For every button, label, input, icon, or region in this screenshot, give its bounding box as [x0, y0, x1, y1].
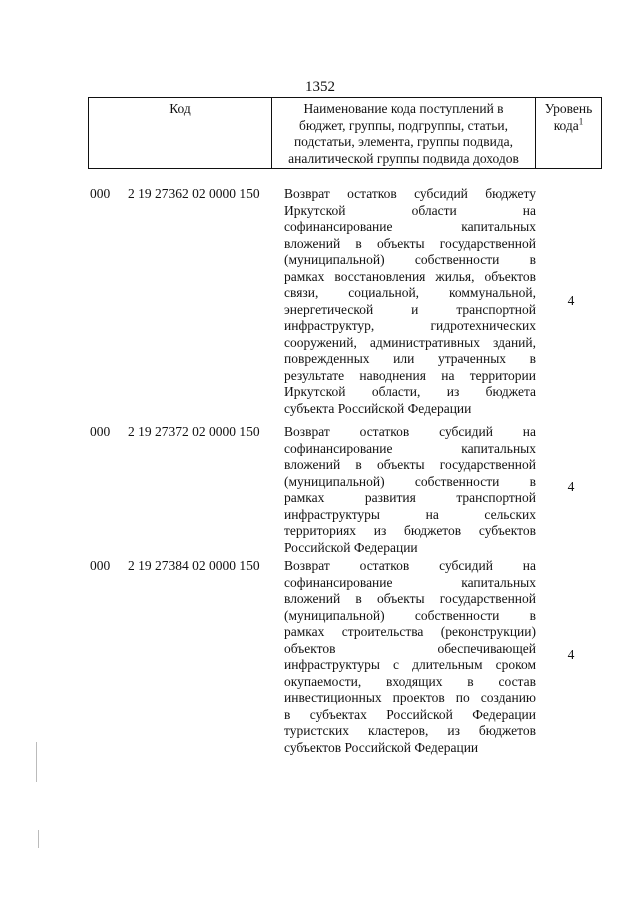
- description-line: поврежденных или утраченных в: [284, 351, 536, 366]
- admin-code: 000: [90, 558, 111, 573]
- description-line: инфраструктуры на сельских: [284, 506, 536, 522]
- description-line: Возврат остатков субсидий на: [284, 558, 536, 573]
- description-line: объектов обеспечивающей: [284, 640, 536, 656]
- description-line: субъекта Российской Федерации: [284, 400, 472, 416]
- revenue-code: 2 19 27384 02 0000 150: [128, 558, 260, 573]
- header-code-label: Код: [169, 101, 191, 116]
- description-line: результате наводнения на территории: [284, 367, 536, 383]
- description-line: вложений в объекты государственной: [284, 591, 536, 606]
- description-line: Возврат остатков субсидий на: [284, 424, 536, 439]
- description-line: (муниципальной) собственности в: [284, 607, 536, 623]
- description-line: сооружений, административных зданий,: [284, 334, 536, 350]
- description-line: вложений в объекты государственной: [284, 457, 536, 472]
- header-code-cell: [89, 98, 272, 168]
- description-line: рамках восстановления жилья, объектов: [284, 268, 536, 284]
- admin-code: 000: [90, 186, 111, 201]
- header-level-label: Уровень: [544, 101, 593, 116]
- description-line: Иркутской области на: [284, 202, 536, 218]
- description-line: инфраструктуры с длительным сроком: [284, 657, 536, 672]
- table-header: [88, 97, 602, 169]
- description-line: софинансирование капитальных: [284, 574, 536, 590]
- description-line: инвестиционных проектов по созданию: [284, 690, 536, 705]
- header-name-line: аналитической группы подвида доходов: [288, 150, 519, 166]
- description-line: энергетической и транспортной: [284, 301, 536, 317]
- description-line: окупаемости, входящих в состав: [284, 673, 536, 689]
- description-line: софинансирование капитальных: [284, 440, 536, 456]
- description-line: связи, социальной, коммунальной,: [284, 285, 536, 300]
- header-level-line2: [536, 118, 601, 135]
- header-level-word: кода: [553, 117, 579, 133]
- description-line: территориях из бюджетов субъектов: [284, 523, 536, 538]
- description-line: Иркутской области, из бюджета: [284, 384, 536, 399]
- description-line: рамках строительства (реконструкции): [284, 624, 536, 639]
- description-line: софинансирование капитальных: [284, 219, 536, 234]
- table-row: [88, 424, 602, 558]
- description-line: инфраструктур, гидротехнических: [284, 318, 536, 333]
- description-line: в субъектах Российской Федерации: [284, 706, 536, 722]
- revenue-description: [284, 186, 536, 417]
- description-line: туристских кластеров, из бюджетов: [284, 723, 536, 738]
- description-line: Возврат остатков субсидий бюджету: [284, 186, 536, 201]
- code-level: 4: [567, 479, 575, 494]
- revenue-code: 2 19 27372 02 0000 150: [128, 424, 260, 439]
- page-number: 1352: [305, 79, 335, 95]
- code-level: 4: [567, 293, 575, 308]
- scan-artifact: [38, 830, 39, 848]
- revenue-code: 2 19 27362 02 0000 150: [128, 186, 260, 201]
- admin-code: 000: [90, 424, 111, 439]
- description-line: Российской Федерации: [284, 539, 418, 555]
- header-level-cell: [536, 98, 601, 168]
- header-name-line: Наименование кода поступлений в: [303, 101, 504, 116]
- table-row: [88, 186, 602, 418]
- header-level-footnote: 1: [578, 116, 584, 126]
- code-level: 4: [567, 647, 575, 662]
- description-line: субъектов Российской Федерации: [284, 739, 479, 755]
- description-line: рамках развития транспортной: [284, 490, 536, 505]
- description-line: (муниципальной) собственности в: [284, 473, 536, 489]
- table-row: [88, 558, 602, 758]
- header-name-line: подстатьи, элемента, группы подвида,: [293, 134, 514, 149]
- header-name-cell: [272, 98, 536, 168]
- revenue-description: [284, 558, 536, 756]
- revenue-description: [284, 424, 536, 556]
- scan-artifact: [36, 742, 37, 782]
- header-name-line: бюджет, группы, подгруппы, статьи,: [299, 117, 508, 133]
- description-line: вложений в объекты государственной: [284, 235, 536, 251]
- description-line: (муниципальной) собственности в: [284, 252, 536, 267]
